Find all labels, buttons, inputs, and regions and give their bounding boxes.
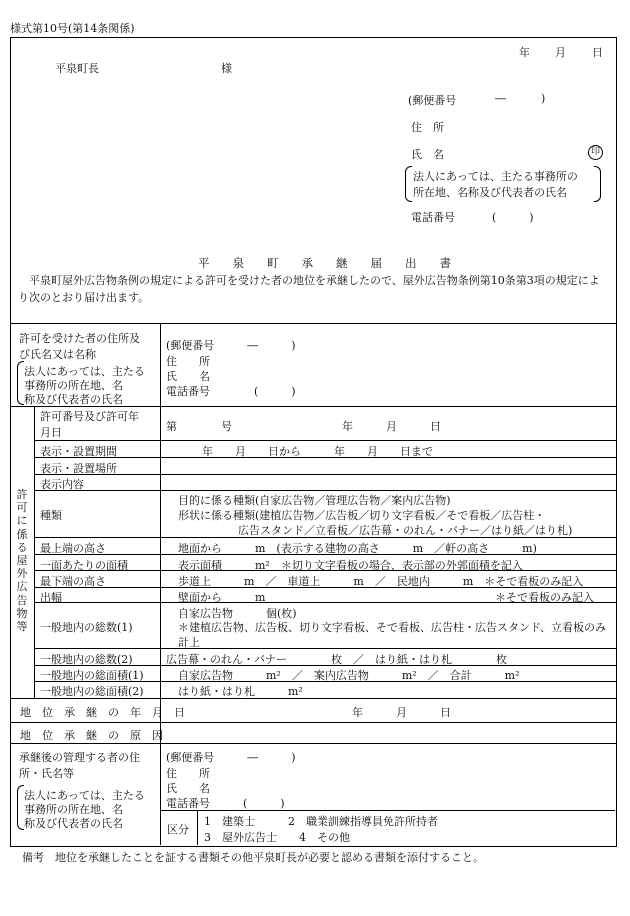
type-line-3: 広告スタンド／立看板／広告幕・のれん・バナー／はり紙／はり札): [238, 524, 573, 537]
area-label: 一面あたりの面積: [40, 559, 128, 572]
projection-value-2: ＊そで看板のみ記入: [495, 591, 594, 604]
total2-label: 一般地内の総数(2): [40, 653, 133, 666]
total1-line-1: 自家広告物 個(枚): [178, 607, 297, 620]
manager-phone: 電話番号 ( ): [166, 797, 285, 810]
applicant-postal-label: (郵便番号: [408, 94, 457, 107]
rule-holder-bottom: [10, 406, 616, 407]
manager-name: 氏 名: [166, 782, 210, 795]
side-vertical-label: 許可に係る屋外広告物等: [16, 488, 28, 634]
addressee-honorific: 様: [221, 62, 232, 75]
type-label: 種類: [40, 509, 62, 522]
period-value: 年 月 日から 年 月 日まで: [202, 445, 433, 458]
type-line-1: 目的に係る種類(自家広告物／管理広告物／案内広告物): [178, 494, 451, 507]
type-line-2: 形状に係る種類(建植広告物／広告板／切り文字看板／そで看板／広告柱・: [178, 509, 546, 522]
holder-label-1: 許可を受けた者の住所及: [19, 332, 140, 345]
holder-name: 氏 名: [166, 370, 210, 383]
manager-note-3: 称及び代表者の氏名: [24, 817, 123, 830]
top-height-value: 地面から m (表示する建物の高さ m ／軒の高さ m): [178, 542, 537, 555]
applicant-corp-note-2: 所在地、名称及び代表者の氏名: [413, 186, 567, 199]
applicant-corp-note-1: 法人にあっては、主たる事務所の: [413, 170, 578, 183]
top-height-label: 最上端の高さ: [40, 542, 106, 555]
applicant-postal-dash: ―: [495, 92, 506, 105]
area1-label: 一般地内の総面積(1): [40, 669, 144, 682]
category-label: 区分: [167, 823, 189, 836]
note-bracket-left: [405, 166, 412, 202]
holder-address: 住 所: [166, 355, 210, 368]
content-label: 表示内容: [40, 478, 84, 491]
form-number-label: 様式第10号(第14条関係): [10, 22, 135, 35]
manager-address: 住 所: [166, 767, 210, 780]
rule-side-column: [34, 406, 35, 698]
remarks-text: 備考 地位を承継したことを証する書類その他平泉町長が必要と認める書類を添付すること。: [22, 851, 484, 864]
permit-no-value: 第 号 年 月 日: [166, 420, 441, 433]
area2-value: はり紙・はり札 m²: [178, 685, 303, 698]
holder-phone: 電話番号 ( ): [166, 385, 296, 398]
place-label: 表示・設置場所: [40, 462, 117, 475]
permit-no-label-2: 月日: [40, 426, 62, 439]
holder-label-2: び氏名又は名称: [19, 348, 96, 361]
applicant-phone-parens: ( ): [492, 211, 534, 224]
form-title: 平 泉 町 承 継 届 出 書: [198, 256, 451, 270]
succession-reason-label: 地 位 承 継 の 原 因: [20, 729, 163, 742]
applicant-name-label: 氏 名: [411, 148, 444, 161]
total1-label: 一般地内の総数(1): [40, 621, 133, 634]
applicant-phone-label: 電話番号: [411, 211, 455, 224]
intro-text: 平泉町屋外広告物条例の規定による許可を受けた者の地位を承継したので、屋外広告物条例第10条第3項の規定により次のとおり届け出ます。: [18, 274, 600, 304]
manager-bracket: [17, 785, 24, 830]
total2-value: 広告幕・のれん・バナー 枚 ／ はり紙・はり札 枚: [166, 653, 507, 666]
bottom-height-value: 歩道上 m ／ 車道上 m ／ 民地内 m ＊そで看板のみ記入: [178, 575, 584, 588]
holder-bracket: [17, 361, 24, 405]
holder-postal: (郵便番号 ― ): [166, 339, 296, 352]
manager-postal: (郵便番号 ― ): [166, 751, 296, 764]
total1-line-2: ＊建植広告物、広告板、切り文字看板、そで看板、広告柱・広告スタンド、立看板のみ計上: [178, 621, 607, 649]
applicant-address-label: 住 所: [411, 121, 444, 134]
manager-label-1: 承継後の管理する者の住: [19, 751, 140, 764]
holder-note-2: 事務所の所在地、名: [24, 379, 123, 392]
manager-note-2: 事務所の所在地、名: [24, 803, 123, 816]
holder-note-1: 法人にあっては、主たる: [24, 365, 145, 378]
holder-note-3: 称及び代表者の氏名: [24, 393, 123, 406]
area2-label: 一般地内の総面積(2): [40, 685, 144, 698]
permit-no-label-1: 許可番号及び許可年: [40, 410, 139, 423]
projection-value-1: 壁面から m: [178, 591, 266, 604]
succession-date-label: 地 位 承 継 の 年 月 日: [20, 706, 185, 719]
projection-label: 出幅: [40, 591, 62, 604]
area1-value: 自家広告物 m² ／ 案内広告物 m² ／ 合計 m²: [178, 669, 520, 682]
manager-note-1: 法人にあっては、主たる: [24, 789, 145, 802]
area-value: 表示面積 m² ＊切り文字看板の場合、表示部の外郭面積を記入: [178, 559, 523, 572]
applicant-postal-close: ): [541, 92, 546, 105]
seal-mark: 印: [588, 145, 603, 160]
rule-table-top: [10, 323, 616, 324]
rule-label-column: [160, 323, 161, 845]
bottom-height-label: 最下端の高さ: [40, 575, 106, 588]
manager-label-2: 所・氏名等: [19, 767, 74, 780]
period-label: 表示・設置期間: [40, 445, 117, 458]
succession-date-value: 年 月 日: [352, 706, 451, 719]
category-line-2: 3 屋外広告士 4 その他: [204, 831, 350, 844]
form-frame: [10, 37, 617, 847]
note-bracket-right: [594, 166, 601, 202]
addressee-name: 平泉町長: [55, 62, 99, 75]
category-line-1: 1 建築士 2 職業訓練指導員免許所持者: [204, 815, 438, 828]
